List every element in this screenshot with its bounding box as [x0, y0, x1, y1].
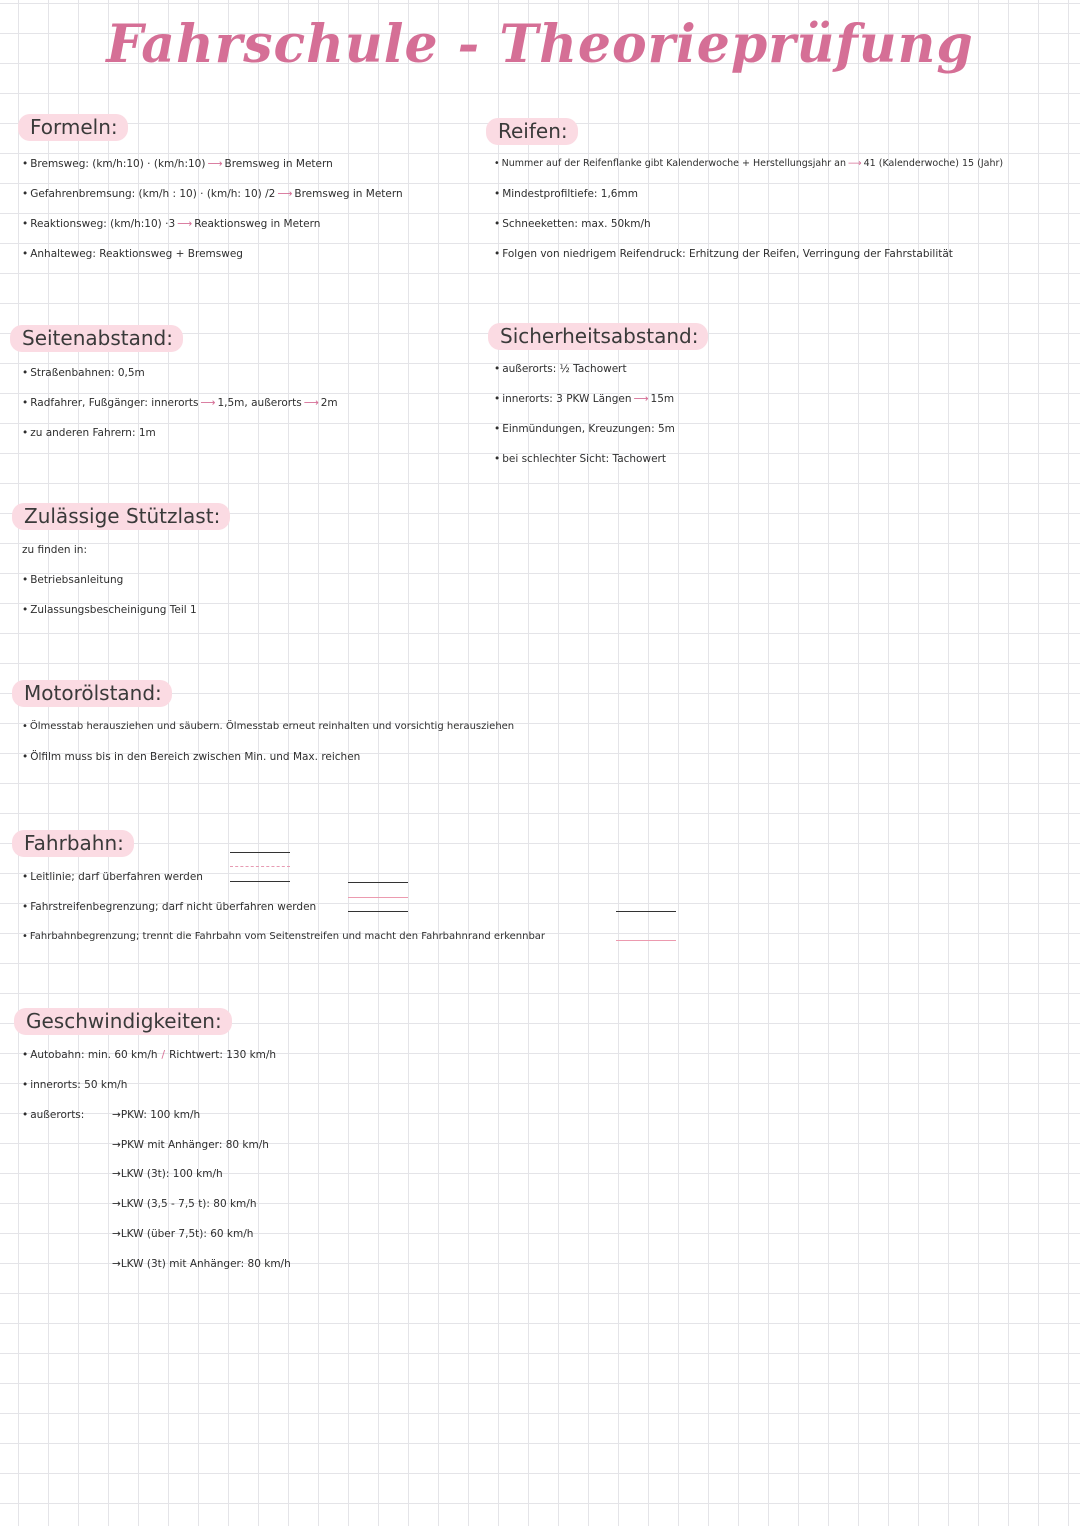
formel-reaktionsweg: • Reaktionsweg: (km/h:10) ·3 ⟶ Reaktionsweg in Metern — [22, 218, 321, 230]
sicherheitsabstand-innerorts: • innerorts: 3 PKW Längen ⟶ 15m — [494, 393, 675, 405]
formeln-heading: Formeln: — [18, 114, 128, 141]
reifen-schneeketten: • Schneeketten: max. 50km/h — [494, 218, 651, 230]
page-title: Fahrschule - Theorieprüfung — [106, 14, 974, 75]
geschwindigkeit-lkw-3t-anhaenger: →LKW (3t) mit Anhänger: 80 km/h — [112, 1258, 291, 1270]
fahrstreifenbegrenzung-solid-line — [348, 897, 408, 898]
formel-bremsweg: • Bremsweg: (km/h:10) · (km/h:10) ⟶ Bremsweg in Metern — [22, 158, 333, 170]
reifen-nummer: • Nummer auf der Reifenflanke gibt Kalenderwoche + Herstellungsjahr an ⟶ 41 (Kalenderwoche) 15 (Jahr) — [494, 158, 1004, 169]
stuetzlast-heading: Zulässige Stützlast: — [12, 503, 230, 530]
fahrbahn-fahrbahnbegrenzung: • Fahrbahnbegrenzung; trennt die Fahrbahn vom Seitenstreifen und macht den Fahrbahnrand erkennbar — [22, 931, 546, 942]
stuetzlast-intro: zu finden in: — [22, 544, 87, 556]
stuetzlast-betriebsanleitung: • Betriebsanleitung — [22, 574, 124, 586]
geschwindigkeit-lkw-3-5-7-5t: →LKW (3,5 - 7,5 t): 80 km/h — [112, 1198, 257, 1210]
formel-anhalteweg: • Anhalteweg: Reaktionsweg + Bremsweg — [22, 248, 243, 260]
fahrbahnbegrenzung-road-edge — [616, 911, 676, 912]
seitenabstand-heading: Seitenabstand: — [10, 325, 183, 352]
sicherheitsabstand-ausserorts: • außerorts: ½ Tachowert — [494, 363, 627, 375]
fahrbahnbegrenzung-edge-line — [616, 940, 676, 941]
fahrbahn-leitlinie: • Leitlinie; darf überfahren werden — [22, 871, 203, 883]
motoroel-heading: Motorölstand: — [12, 680, 172, 707]
geschwindigkeit-lkw-ueber-7-5t: →LKW (über 7,5t): 60 km/h — [112, 1228, 254, 1240]
leitlinie-road-edge-bottom — [230, 881, 290, 882]
motoroel-messstab: • Ölmesstab herausziehen und säubern. Ölmesstab erneut reinhalten und vorsichtig herausziehen — [22, 721, 515, 732]
geschwindigkeit-pkw: →PKW: 100 km/h — [112, 1109, 201, 1121]
geschwindigkeit-autobahn: • Autobahn: min. 60 km/h / Richtwert: 130 km/h — [22, 1049, 277, 1061]
geschwindigkeit-ausserorts: • außerorts: — [22, 1109, 85, 1121]
sicherheitsabstand-heading: Sicherheitsabstand: — [488, 323, 708, 350]
seitenabstand-strassenbahnen: • Straßenbahnen: 0,5m — [22, 367, 145, 379]
fahrbahn-fahrstreifenbegrenzung: • Fahrstreifenbegrenzung; darf nicht überfahren werden — [22, 901, 317, 913]
reifen-heading: Reifen: — [486, 118, 578, 145]
reifen-profiltiefe: • Mindestprofiltiefe: 1,6mm — [494, 188, 638, 200]
sicherheitsabstand-sicht: • bei schlechter Sicht: Tachowert — [494, 453, 666, 465]
geschwindigkeit-lkw-3t: →LKW (3t): 100 km/h — [112, 1168, 223, 1180]
stuetzlast-zulassungsbescheinigung: • Zulassungsbescheinigung Teil 1 — [22, 604, 197, 616]
sicherheitsabstand-einmuendungen: • Einmündungen, Kreuzungen: 5m — [494, 423, 675, 435]
geschwindigkeit-pkw-anhaenger: →PKW mit Anhänger: 80 km/h — [112, 1139, 269, 1151]
reifen-reifendruck: • Folgen von niedrigem Reifendruck: Erhitzung der Reifen, Verringung der Fahrstabilität — [494, 248, 953, 260]
geschwindigkeiten-heading: Geschwindigkeiten: — [14, 1008, 232, 1035]
geschwindigkeit-innerorts: • innerorts: 50 km/h — [22, 1079, 128, 1091]
seitenabstand-radfahrer: • Radfahrer, Fußgänger: innerorts ⟶ 1,5m, außerorts ⟶ 2m — [22, 397, 338, 409]
fahrstreifenbegrenzung-road-edge-top — [348, 882, 408, 883]
seitenabstand-fahrern: • zu anderen Fahrern: 1m — [22, 427, 156, 439]
fahrbahn-heading: Fahrbahn: — [12, 830, 134, 857]
motoroel-oelfilm: • Ölfilm muss bis in den Bereich zwischen Min. und Max. reichen — [22, 751, 361, 763]
fahrstreifenbegrenzung-road-edge-bottom — [348, 911, 408, 912]
formel-gefahrenbremsung: • Gefahrenbremsung: (km/h : 10) · (km/h: 10) /2 ⟶ Bremsweg in Metern — [22, 188, 403, 200]
leitlinie-dashed-line — [230, 866, 290, 867]
leitlinie-road-edge-top — [230, 852, 290, 853]
